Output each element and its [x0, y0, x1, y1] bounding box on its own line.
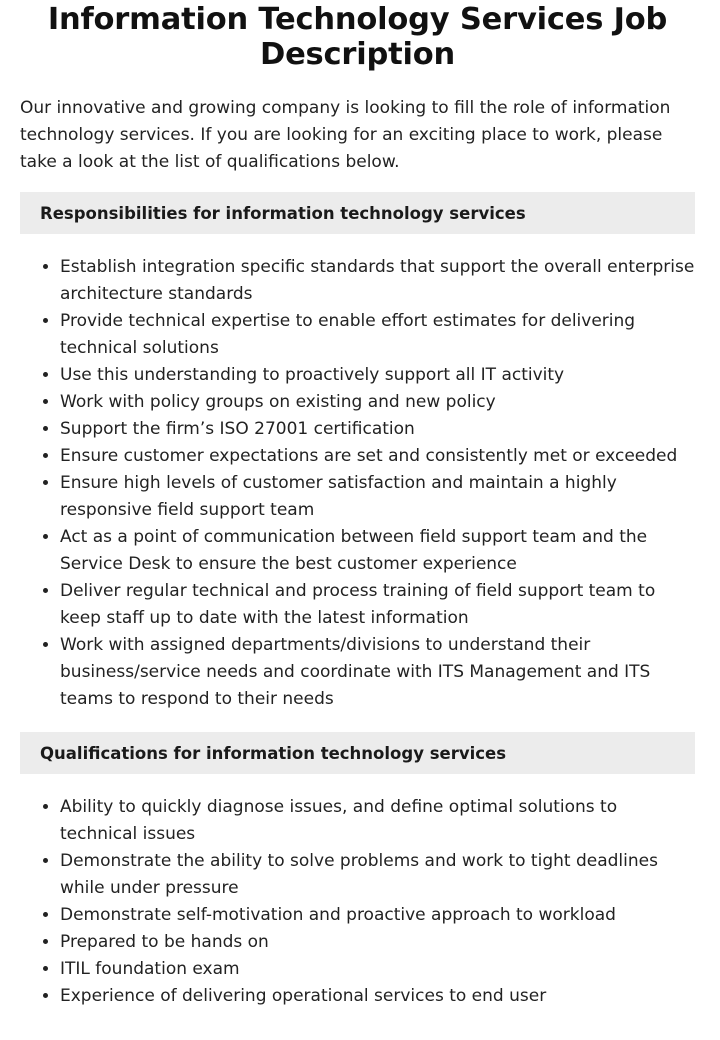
responsibilities-heading: Responsibilities for information technology services	[20, 192, 695, 234]
intro-paragraph: Our innovative and growing company is looking to fill the role of information technology services. If you are looking for an exciting place to work, please take a look at the list of qualifications below.	[20, 98, 671, 172]
list-item: • Act as a point of communication between field support team and the Service Desk to ensure the best customer experience	[60, 524, 695, 578]
list-item: • Demonstrate the ability to solve problems and work to tight deadlines while under pressure	[60, 848, 695, 902]
page-title: Information Technology Services Job Description	[47, 2, 668, 72]
list-item: • Ensure customer expectations are set and consistently met or exceeded	[60, 443, 695, 470]
list-item: • Ensure high levels of customer satisfaction and maintain a highly responsive field support team	[60, 470, 695, 524]
list-item: • Experience of delivering operational services to end user	[60, 983, 695, 1010]
list-item: • ITIL foundation exam	[60, 956, 695, 983]
list-item: • Prepared to be hands on	[60, 929, 695, 956]
list-item: • Deliver regular technical and process training of field support team to keep staff up to date with the latest information	[60, 578, 695, 632]
qualifications-heading: Qualifications for information technology services	[20, 732, 695, 774]
list-item: • Support the firm’s ISO 27001 certification	[60, 416, 695, 443]
list-item: • Demonstrate self-motivation and proactive approach to workload	[60, 902, 695, 929]
job-description-page	[0, 2, 720, 1010]
qualifications-list	[20, 794, 695, 1010]
list-item: • Work with policy groups on existing and new policy	[60, 389, 695, 416]
responsibilities-list	[20, 254, 695, 713]
list-item: • Provide technical expertise to enable effort estimates for delivering technical solutions	[60, 308, 695, 362]
list-item: • Establish integration specific standards that support the overall enterprise architecture standards	[60, 254, 695, 308]
list-item: • Use this understanding to proactively support all IT activity	[60, 362, 695, 389]
list-item: • Work with assigned departments/divisions to understand their business/service needs and coordinate with ITS Management and ITS teams to respond to their needs	[60, 632, 695, 713]
list-item: • Ability to quickly diagnose issues, and define optimal solutions to technical issues	[60, 794, 695, 848]
